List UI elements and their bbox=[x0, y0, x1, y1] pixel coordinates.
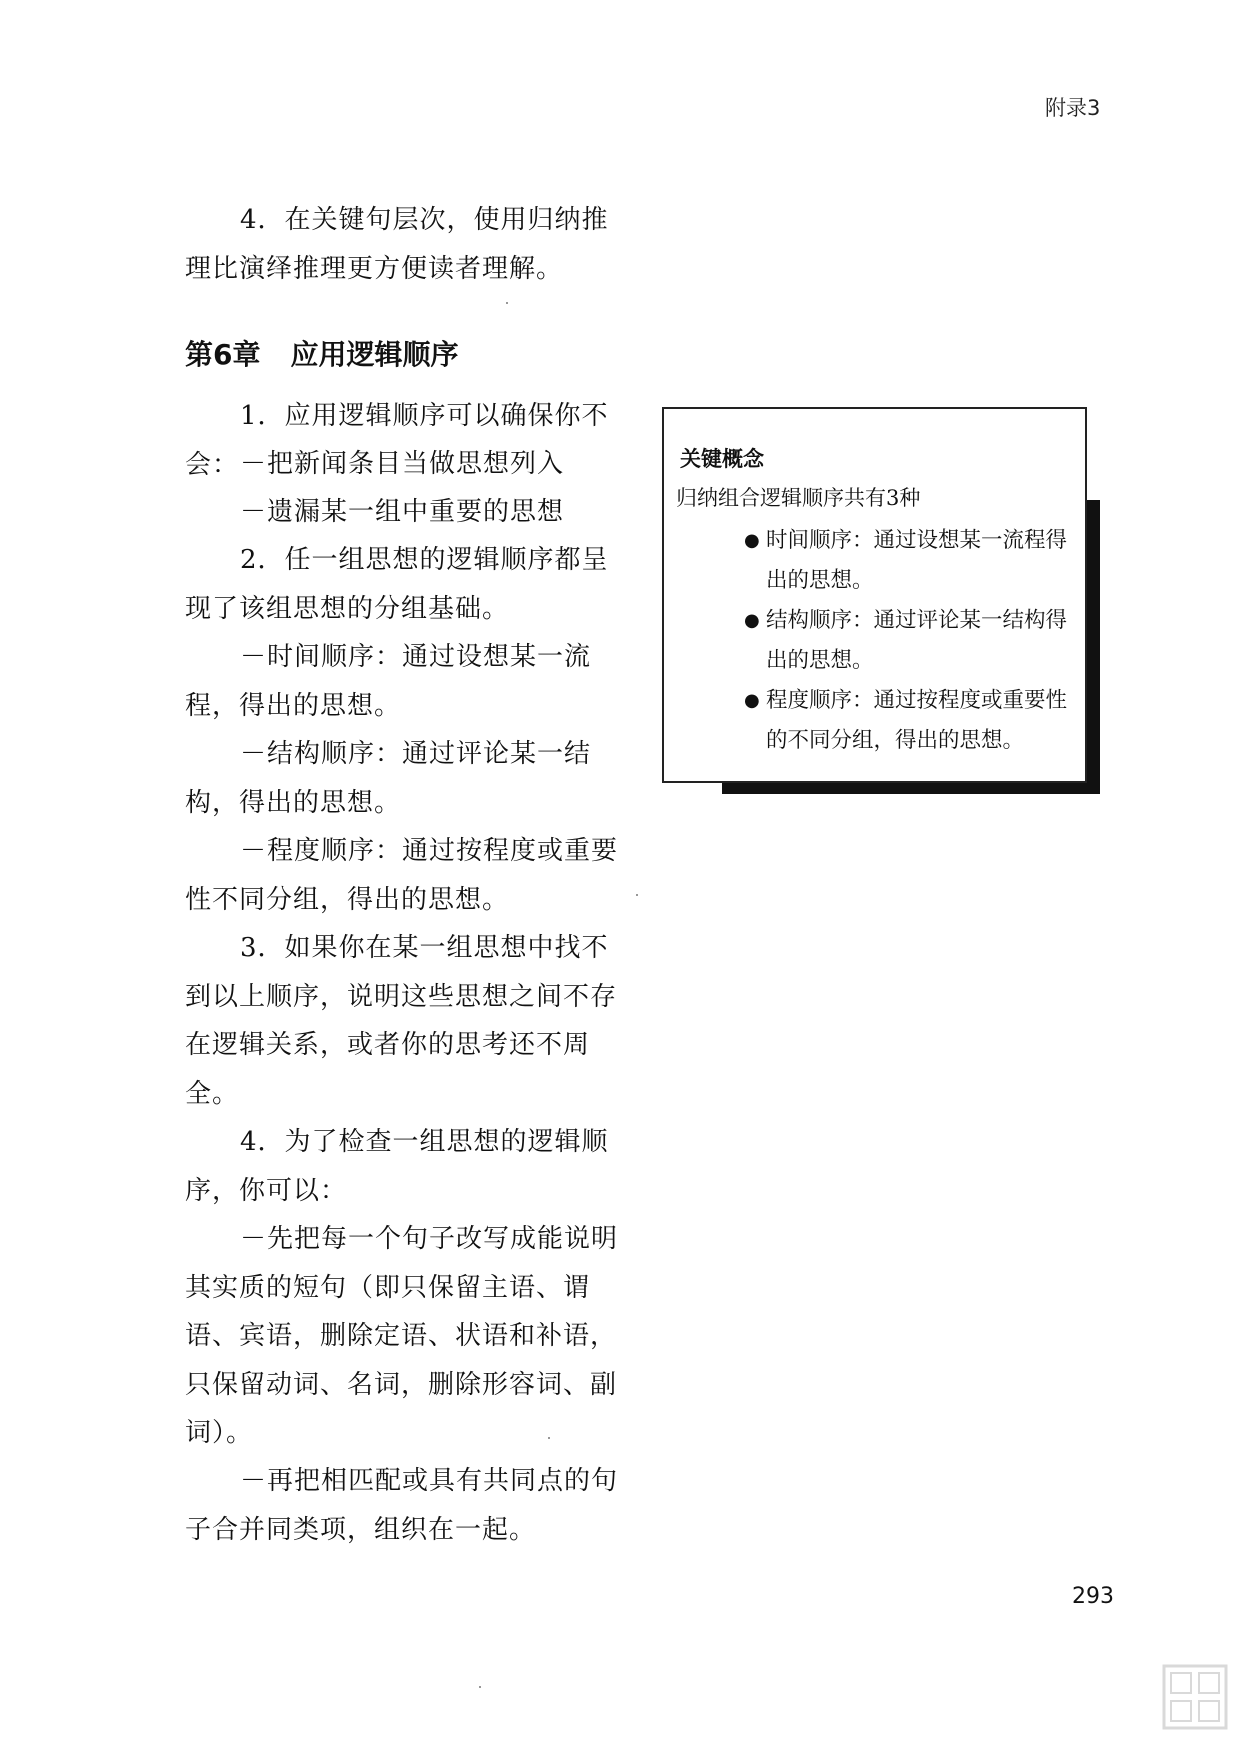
page-number: 293 bbox=[1072, 1584, 1114, 1609]
chapter-number: 第6章 bbox=[185, 338, 261, 371]
paragraph-4: 4．为了检查一组思想的逻辑顺序，你可以： bbox=[185, 1127, 609, 1206]
paragraph-2-item-c: －程度顺序：通过按程度或重要性不同分组，得出的思想。 bbox=[185, 836, 619, 915]
scan-speck bbox=[636, 894, 638, 896]
scan-speck bbox=[506, 302, 508, 304]
list-item: ● 结构顺序：通过评论某一结构得出的思想。 bbox=[744, 601, 1079, 681]
paragraph-1-item-a: －把新闻条目当做思想列入 bbox=[240, 449, 565, 479]
watermark-seal bbox=[1161, 1663, 1229, 1731]
key-concept-subtitle: 归纳组合逻辑顺序共有3种 bbox=[676, 486, 921, 510]
paragraph-2: 2．任一组思想的逻辑顺序都呈现了该组思想的分组基础。 bbox=[185, 545, 609, 624]
paragraph-4-item-b: －再把相匹配或具有共同点的句子合并同类项，组织在一起。 bbox=[185, 1466, 619, 1545]
paragraph-1: 1．应用逻辑顺序可以确保你不会： bbox=[185, 401, 609, 480]
paragraph-4-item-a: －先把每一个句子改写成能说明其实质的短句（即只保留主语、谓语、宾语，删除定语、状语和补语，只保留动词、名词，删除形容词、副词）。 bbox=[185, 1224, 619, 1448]
intro-paragraph: 4．在关键句层次，使用归纳推理比演绎推理更方便读者理解。 bbox=[185, 205, 609, 284]
paragraph-2-item-b: －结构顺序：通过评论某一结构，得出的思想。 bbox=[185, 739, 592, 818]
scan-speck bbox=[548, 1437, 550, 1439]
list-item: ● 程度顺序：通过按程度或重要性的不同分组，得出的思想。 bbox=[744, 681, 1079, 761]
list-item: ● 时间顺序：通过设想某一流程得出的思想。 bbox=[744, 521, 1079, 601]
running-head: 附录3 bbox=[1045, 96, 1101, 120]
bullet-icon: ● bbox=[744, 610, 760, 631]
paragraph-3: 3．如果你在某一组思想中找不到以上顺序，说明这些思想之间不存在逻辑关系，或者你的思考还不周全。 bbox=[185, 933, 618, 1109]
key-concept-heading: 关键概念 bbox=[680, 447, 764, 471]
bullet-icon: ● bbox=[744, 530, 760, 551]
bullet-icon: ● bbox=[744, 690, 760, 711]
chapter-title bbox=[185, 333, 459, 373]
key-concept-box bbox=[662, 407, 1087, 783]
scan-speck bbox=[479, 1686, 481, 1688]
paragraph-2-item-a: －时间顺序：通过设想某一流程，得出的思想。 bbox=[185, 642, 592, 721]
key-concept-list bbox=[744, 521, 1079, 761]
chapter-name: 应用逻辑顺序 bbox=[290, 338, 459, 371]
paragraph-1-item-b: －遗漏某一组中重要的思想 bbox=[240, 497, 565, 527]
